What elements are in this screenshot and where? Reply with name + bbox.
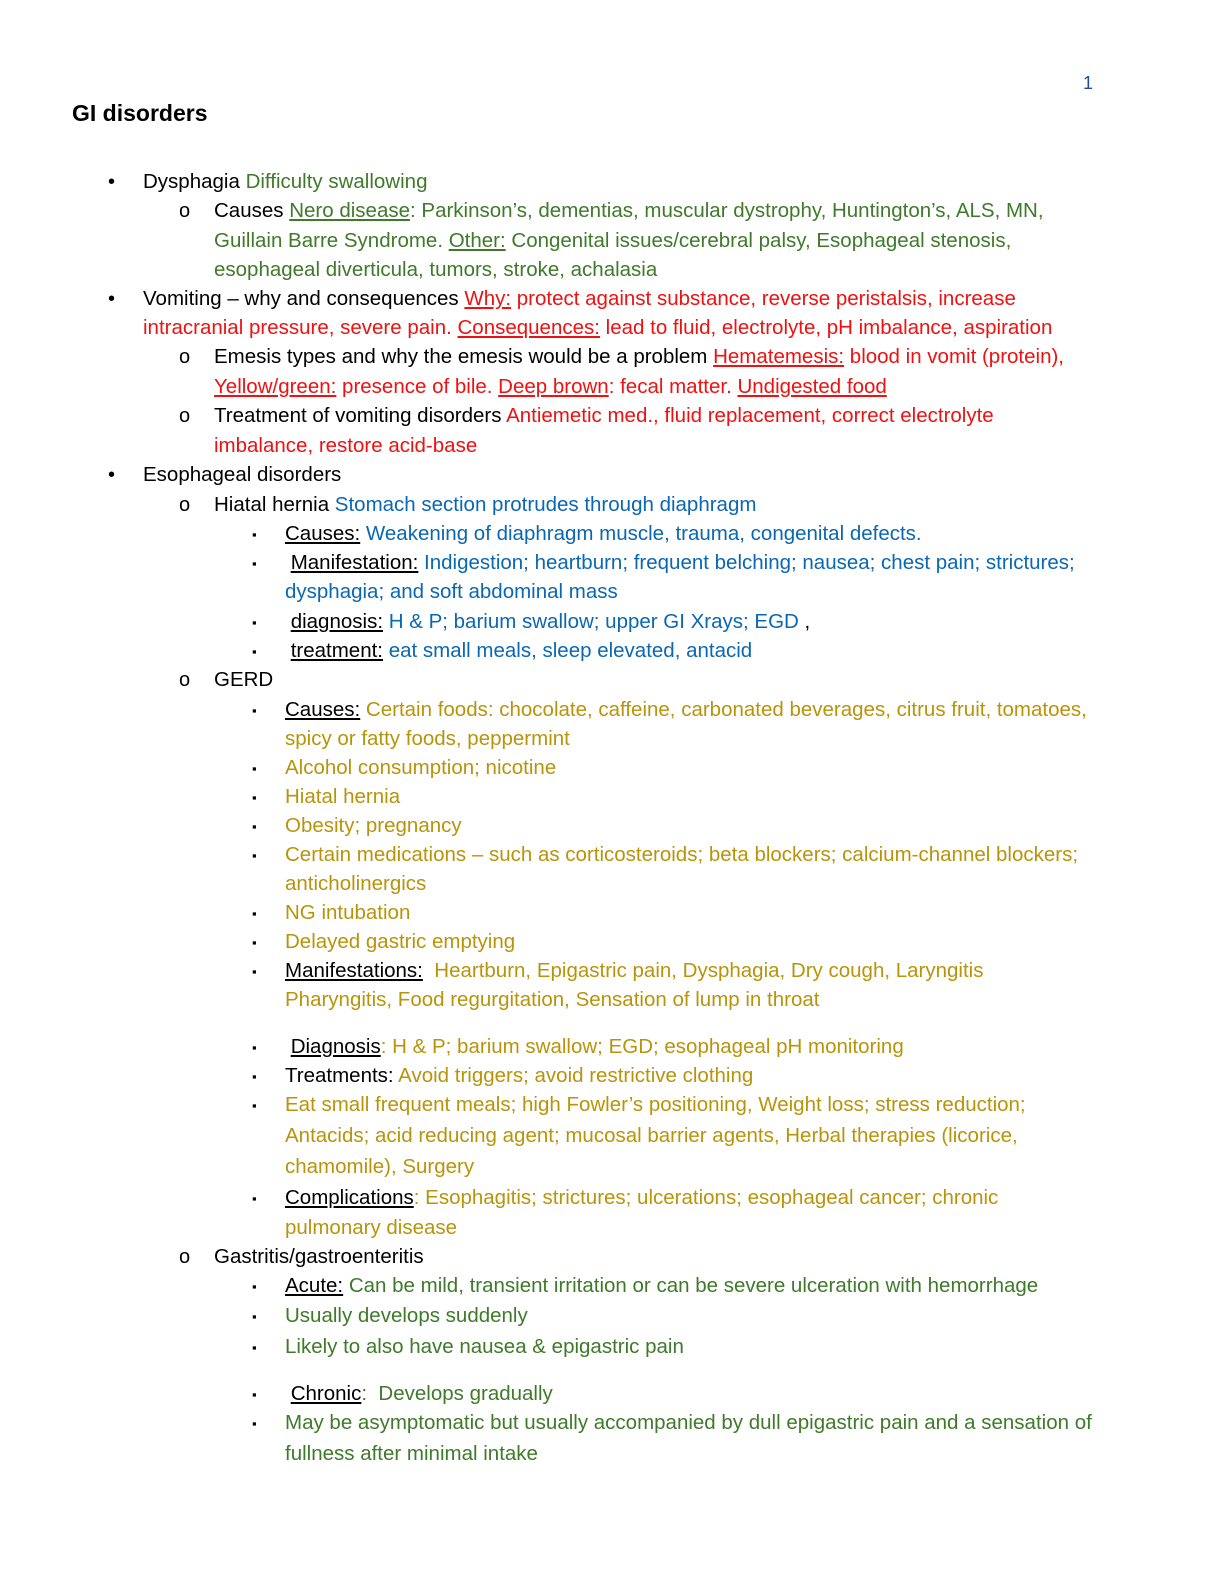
- bullet-square: ▪: [252, 1098, 257, 1113]
- text-line: [285, 959, 983, 983]
- text-segment: spicy or fatty foods, peppermint: [285, 727, 570, 750]
- text-line: [285, 1274, 1038, 1298]
- text-segment: Emesis types and why the emesis would be a problem: [214, 345, 714, 368]
- text-segment: Antiemetic med., fluid replacement, correct electrolyte: [506, 404, 994, 427]
- text-segment: : Esophagitis; strictures; ulcerations; esophageal cancer; chronic: [413, 1186, 999, 1209]
- text-segment: esophageal diverticula, tumors, stroke, achalasia: [214, 258, 658, 281]
- text-line: [285, 872, 426, 896]
- underlined-label: Hematemesis:: [713, 345, 845, 368]
- underlined-label: Nero disease: [289, 199, 411, 222]
- text-line: [285, 1186, 998, 1210]
- text-line: [285, 610, 810, 634]
- bullet-circle: o: [179, 200, 191, 222]
- text-line: [214, 345, 1064, 369]
- text-line: [285, 551, 1075, 575]
- underlined-label: Other:: [448, 229, 506, 252]
- bullet-circle: o: [179, 494, 191, 516]
- bullet-square: ▪: [252, 790, 257, 805]
- text-line: [285, 1035, 904, 1059]
- underlined-label: Causes:: [285, 698, 361, 721]
- bullet-square: ▪: [252, 761, 257, 776]
- bullet-square: ▪: [252, 1387, 257, 1402]
- text-segment: dysphagia; and soft abdominal mass: [285, 580, 618, 603]
- text-segment: Obesity; pregnancy: [285, 814, 462, 837]
- bullet-square: ▪: [252, 1309, 257, 1324]
- text-segment: Pharyngitis, Food regurgitation, Sensation of lump in throat: [285, 988, 820, 1011]
- text-segment: blood in vomit (protein),: [844, 345, 1064, 368]
- text-segment: Antacids; acid reducing agent; mucosal barrier agents, Herbal therapies (licorice,: [285, 1124, 1018, 1147]
- bullet-square: ▪: [252, 527, 257, 542]
- bullet-square: ▪: [252, 964, 257, 979]
- text-line: [285, 1304, 528, 1328]
- text-line: [285, 1442, 538, 1466]
- text-segment: NG intubation: [285, 901, 411, 924]
- text-line: [214, 375, 887, 399]
- text-segment: Treatment of vomiting disorders: [214, 404, 507, 427]
- text-segment: Certain medications – such as corticosteroids; beta blockers; calcium-channel blockers;: [285, 843, 1079, 866]
- text-line: [214, 668, 273, 692]
- underlined-label: Diagnosis: [290, 1035, 381, 1058]
- text-line: [214, 1245, 424, 1269]
- text-segment: : fecal matter.: [608, 375, 738, 398]
- text-line: [214, 404, 994, 428]
- underlined-label: Acute:: [285, 1274, 344, 1297]
- text-segment: GERD: [214, 668, 274, 691]
- underlined-label: Why:: [464, 287, 512, 310]
- underlined-label: Chronic: [290, 1382, 362, 1405]
- text-segment: anticholinergics: [285, 872, 427, 895]
- text-line: [285, 785, 400, 809]
- bullet-circle: o: [179, 1246, 191, 1268]
- text-line: [214, 199, 1044, 223]
- text-segment: protect against substance, reverse peristalsis, increase: [511, 287, 1016, 310]
- text-line: [143, 170, 427, 194]
- page-number: 1: [1083, 73, 1094, 93]
- bullet-dot: •: [108, 464, 116, 486]
- text-segment: Hiatal hernia: [285, 785, 401, 808]
- text-segment: Usually develops suddenly: [285, 1304, 528, 1327]
- bullet-circle: o: [179, 405, 191, 427]
- text-line: [285, 1335, 684, 1359]
- text-segment: Esophageal disorders: [143, 463, 342, 486]
- underlined-label: Consequences:: [457, 316, 600, 339]
- text-segment: Can be mild, transient irritation or can be severe ulceration with hemorrhage: [343, 1274, 1039, 1297]
- bullet-square: ▪: [252, 1069, 257, 1084]
- page-title: GI disorders: [72, 100, 208, 126]
- text-segment: Avoid triggers; avoid restrictive clothing: [398, 1064, 754, 1087]
- text-segment: May be asymptomatic but usually accompanied by dull epigastric pain and a sensation of: [285, 1411, 1092, 1434]
- text-segment: : H & P; barium swallow; EGD; esophageal pH monitoring: [380, 1035, 904, 1058]
- text-line: [285, 580, 618, 604]
- text-line: [143, 316, 1052, 340]
- text-segment: intracranial pressure, severe pain.: [143, 316, 458, 339]
- text-line: [214, 493, 756, 517]
- text-segment: H & P; barium swallow; upper GI Xrays; EGD: [383, 610, 799, 633]
- text-segment: : Develops gradually: [361, 1382, 553, 1405]
- bullet-circle: o: [179, 346, 191, 368]
- text-line: [285, 901, 410, 925]
- underlined-label: Causes:: [285, 522, 361, 545]
- text-line: [285, 639, 752, 663]
- text-line: [214, 229, 1011, 253]
- text-segment: pulmonary disease: [285, 1216, 458, 1239]
- underlined-label: Undigested food: [737, 375, 887, 398]
- text-line: [285, 1382, 553, 1406]
- text-segment: Treatments:: [285, 1064, 399, 1087]
- bullet-circle: o: [179, 669, 191, 691]
- underlined-label: Manifestation:: [290, 551, 419, 574]
- bullet-square: ▪: [252, 556, 257, 571]
- text-segment: Alcohol consumption; nicotine: [285, 756, 557, 779]
- text-segment: imbalance, restore acid-base: [214, 434, 478, 457]
- text-segment: chamomile), Surgery: [285, 1155, 475, 1178]
- text-segment: Hiatal hernia: [214, 493, 335, 516]
- underlined-label: Yellow/green:: [214, 375, 337, 398]
- text-segment: Delayed gastric emptying: [285, 930, 516, 953]
- underlined-label: Complications: [285, 1186, 414, 1209]
- bullet-square: ▪: [252, 644, 257, 659]
- bullet-square: ▪: [252, 1191, 257, 1206]
- text-segment: Certain foods: chocolate, caffeine, carbonated beverages, citrus fruit, tomatoes,: [360, 698, 1087, 721]
- text-segment: Stomach section protrudes through diaphragm: [334, 493, 757, 516]
- text-segment: Likely to also have nausea & epigastric pain: [285, 1335, 684, 1358]
- text-line: [285, 1155, 474, 1179]
- text-line: [285, 988, 819, 1012]
- underlined-label: diagnosis:: [290, 610, 384, 633]
- text-line: [285, 522, 922, 546]
- text-line: [214, 434, 477, 458]
- text-segment: Difficulty swallowing: [245, 170, 428, 193]
- underlined-label: Manifestations:: [285, 959, 423, 982]
- text-segment: Weakening of diaphragm muscle, trauma, congenital defects.: [360, 522, 922, 545]
- text-segment: Indigestion; heartburn; frequent belching; nausea; chest pain; strictures;: [418, 551, 1075, 574]
- text-segment: Congenital issues/cerebral palsy, Esophageal stenosis,: [505, 229, 1012, 252]
- bullet-square: ▪: [252, 848, 257, 863]
- text-line: [143, 287, 1016, 311]
- bullet-dot: •: [108, 171, 116, 193]
- text-segment: ,: [798, 610, 811, 633]
- text-segment: Vomiting – why and consequences: [143, 287, 465, 310]
- bullet-square: ▪: [252, 935, 257, 950]
- bullet-square: ▪: [252, 615, 257, 630]
- text-segment: Eat small frequent meals; high Fowler’s positioning, Weight loss; stress reduction;: [285, 1093, 1026, 1116]
- text-line: [285, 1064, 753, 1088]
- text-segment: Guillain Barre Syndrome.: [214, 229, 449, 252]
- bullet-dot: •: [108, 288, 116, 310]
- text-line: [285, 1216, 457, 1240]
- text-segment: eat small meals, sleep elevated, antacid: [383, 639, 753, 662]
- text-line: [285, 727, 570, 751]
- text-line: [143, 463, 341, 487]
- text-line: [285, 756, 556, 780]
- text-segment: Gastritis/gastroenteritis: [214, 1245, 424, 1268]
- bullet-square: ▪: [252, 1279, 257, 1294]
- text-line: [285, 1411, 1092, 1435]
- text-segment: lead to fluid, electrolyte, pH imbalance, aspiration: [599, 316, 1053, 339]
- text-line: [285, 843, 1078, 867]
- bullet-square: ▪: [252, 1040, 257, 1055]
- text-segment: presence of bile.: [336, 375, 499, 398]
- text-line: [285, 1124, 1018, 1148]
- bullet-square: ▪: [252, 703, 257, 718]
- underlined-label: treatment:: [290, 639, 383, 662]
- text-line: [214, 258, 657, 282]
- text-line: [285, 814, 462, 838]
- text-line: [285, 1093, 1026, 1117]
- text-segment: Heartburn, Epigastric pain, Dysphagia, Dry cough, Laryngitis: [422, 959, 984, 982]
- bullet-square: ▪: [252, 819, 257, 834]
- bullet-square: ▪: [252, 1340, 257, 1355]
- bullet-square: ▪: [252, 1416, 257, 1431]
- text-segment: fullness after minimal intake: [285, 1442, 538, 1465]
- bullet-square: ▪: [252, 906, 257, 921]
- underlined-label: Deep brown: [498, 375, 609, 398]
- text-segment: Dysphagia: [143, 170, 246, 193]
- text-segment: Causes: [214, 199, 290, 222]
- text-line: [285, 698, 1087, 722]
- text-line: [285, 930, 515, 954]
- text-segment: : Parkinson’s, dementias, muscular dystrophy, Huntington’s, ALS, MN,: [410, 199, 1044, 222]
